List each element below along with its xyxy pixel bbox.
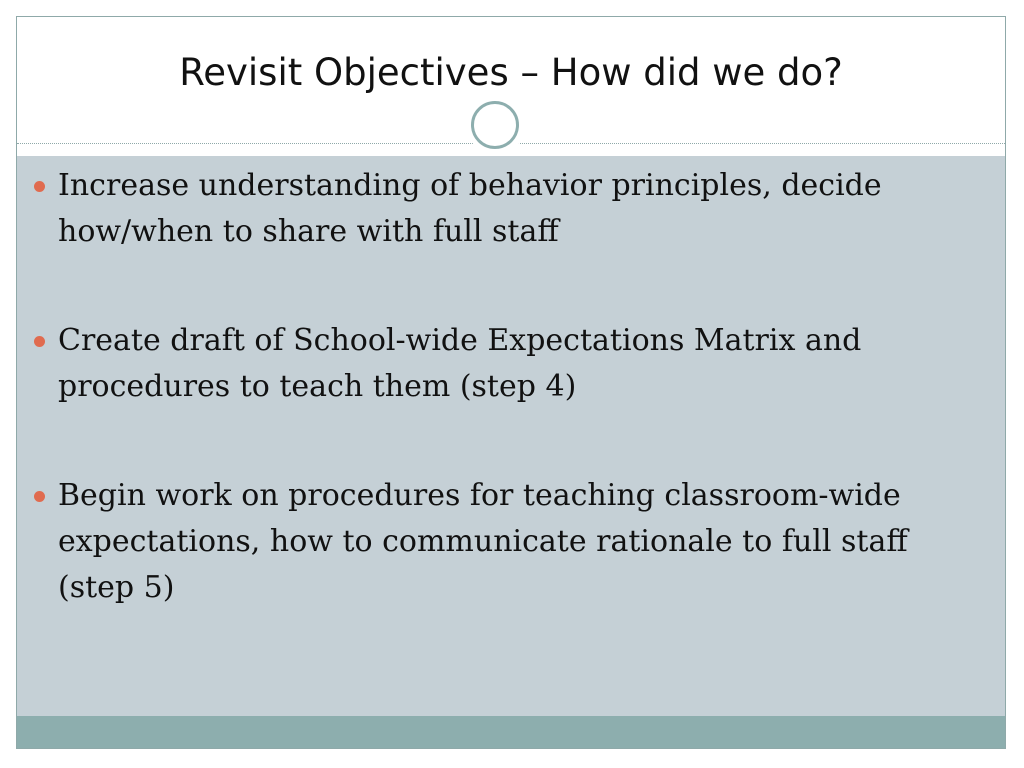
bullet-item <box>58 473 958 611</box>
slide-title: Revisit Objectives – How did we do? <box>179 51 843 94</box>
bullet-dot-icon <box>34 491 45 502</box>
ring-icon <box>471 101 519 149</box>
bullet-dot-icon <box>34 336 45 347</box>
bullet-item <box>58 163 958 255</box>
bullet-text: Create draft of School-wide Expectations Matrix and procedures to teach them (step 4) <box>58 323 862 404</box>
bullet-item <box>58 318 958 410</box>
footer-bar <box>17 716 1005 749</box>
bullet-text: Begin work on procedures for teaching classroom-wide expectations, how to communicate rationale to full staff (step 5) <box>58 478 908 605</box>
bullet-dot-icon <box>34 181 45 192</box>
bullet-text: Increase understanding of behavior principles, decide how/when to share with full staff <box>58 168 882 249</box>
